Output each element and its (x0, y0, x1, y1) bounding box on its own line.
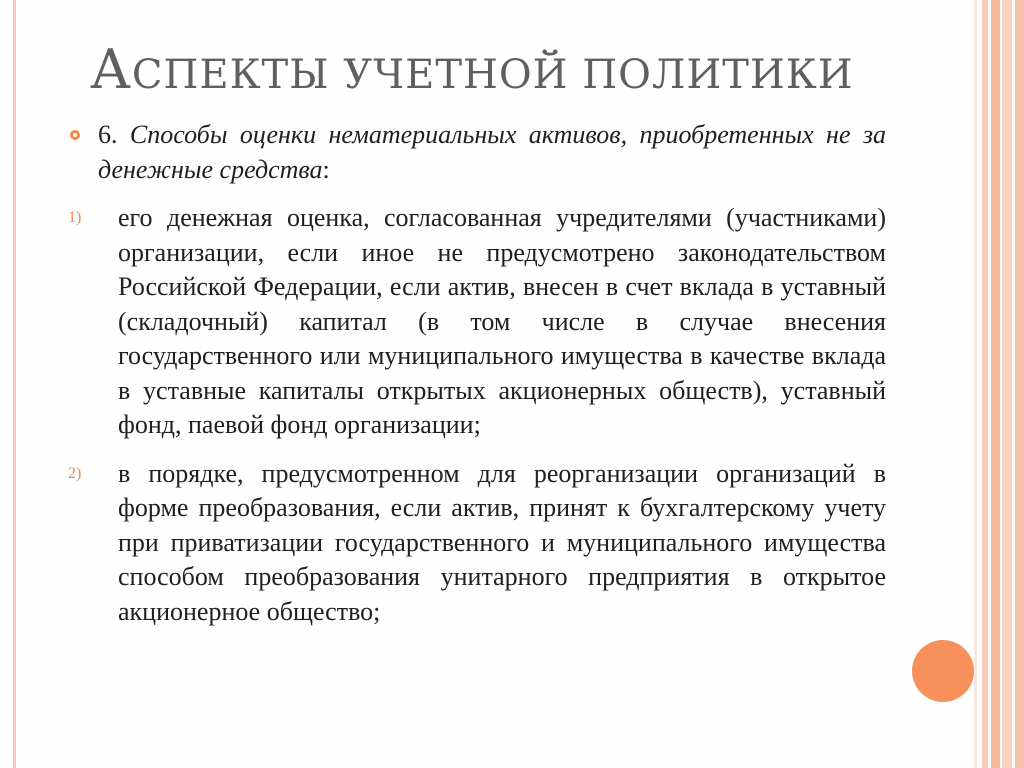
intro-colon: : (322, 154, 330, 184)
intro-number: 6. (98, 120, 118, 149)
list-marker-2: 2) (68, 464, 82, 482)
ring-bullet-icon (70, 130, 80, 140)
orange-circle-icon (912, 640, 974, 702)
list-item-2 (68, 457, 886, 630)
list-item-1-text: его денежная оценка, согласованная учредителями (участниками) организации, если иное не предусмотрено законодательством Российской Федерации, если актив, внесен в счет вклада в уставный (складочный) капитал (в том числе в случае внесения государственного или муниципального имущества в качестве вклада в уставные капиталы открытых акционерных обществ), уставный фонд, паевой фонд организации; (118, 203, 886, 439)
slide-title (90, 38, 950, 101)
list-marker-1: 1) (68, 209, 82, 226)
list-item-1 (68, 201, 886, 443)
intro-paragraph (68, 118, 886, 187)
slide-body (68, 118, 886, 629)
title-initial: А (90, 38, 132, 101)
left-margin (0, 0, 14, 768)
intro-italic-text: Способы оценки нематериальных активов, приобретенных не за денежные средства (98, 120, 887, 184)
decorative-stripes (974, 0, 1024, 768)
title-rest: СПЕКТЫ УЧЕТНОЙ ПОЛИТИКИ (131, 52, 854, 98)
list-item-2-text: в порядке, предусмотренном для реорганизации организаций в форме преобразования, если актив, принят к бухгалтерскому учету при приватизации государственного и муниципального имущества способом преобразования унитарного предприятия в открытое акционерное общество; (118, 458, 886, 626)
